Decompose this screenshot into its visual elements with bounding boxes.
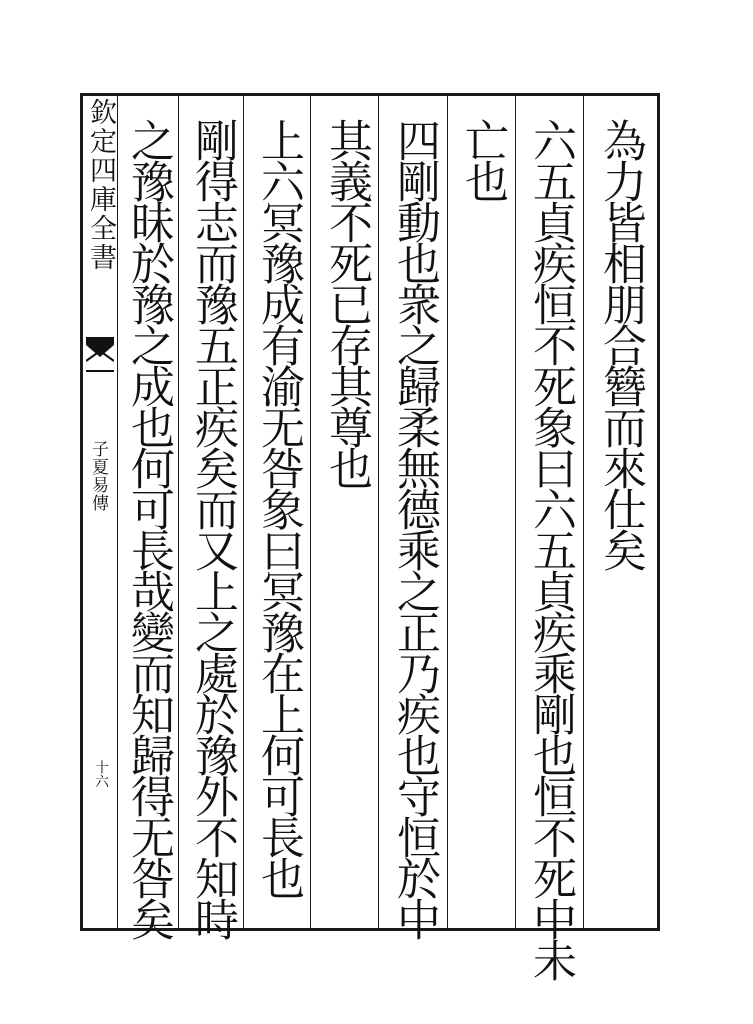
margin-divider — [117, 96, 118, 928]
text-column-5: 其義不死已存其尊也 — [321, 118, 372, 487]
book-subtitle: 子夏易傳 — [88, 440, 108, 512]
page-number: 十六 — [93, 760, 109, 788]
text-column-8: 之豫昧於豫之成也何可長哉變而知歸得无咎矣 — [123, 118, 174, 938]
column-divider — [515, 96, 516, 928]
column-divider — [378, 96, 379, 928]
text-column-7: 剛得志而豫五正疾矣而又上之處於豫外不知時 — [187, 118, 238, 938]
text-column-4: 四剛動也衆之歸柔無德乘之正乃疾也守恒於中 — [389, 118, 440, 938]
text-column-3: 亡也 — [457, 118, 508, 200]
column-divider — [447, 96, 448, 928]
text-column-6: 上六冥豫成有渝无咎象曰冥豫在上何可長也 — [253, 118, 304, 897]
column-divider — [243, 96, 244, 928]
column-divider — [583, 96, 584, 928]
book-title: 欽定四庫全書 — [85, 98, 116, 272]
fish-tail-mark-icon — [86, 335, 114, 375]
column-divider — [178, 96, 179, 928]
text-column-1: 為力皆相朋合簪而來仕矣 — [595, 118, 646, 569]
text-column-2: 六五貞疾恒不死象曰六五貞疾乘剛也恒不死中未 — [525, 118, 576, 979]
column-divider — [310, 96, 311, 928]
